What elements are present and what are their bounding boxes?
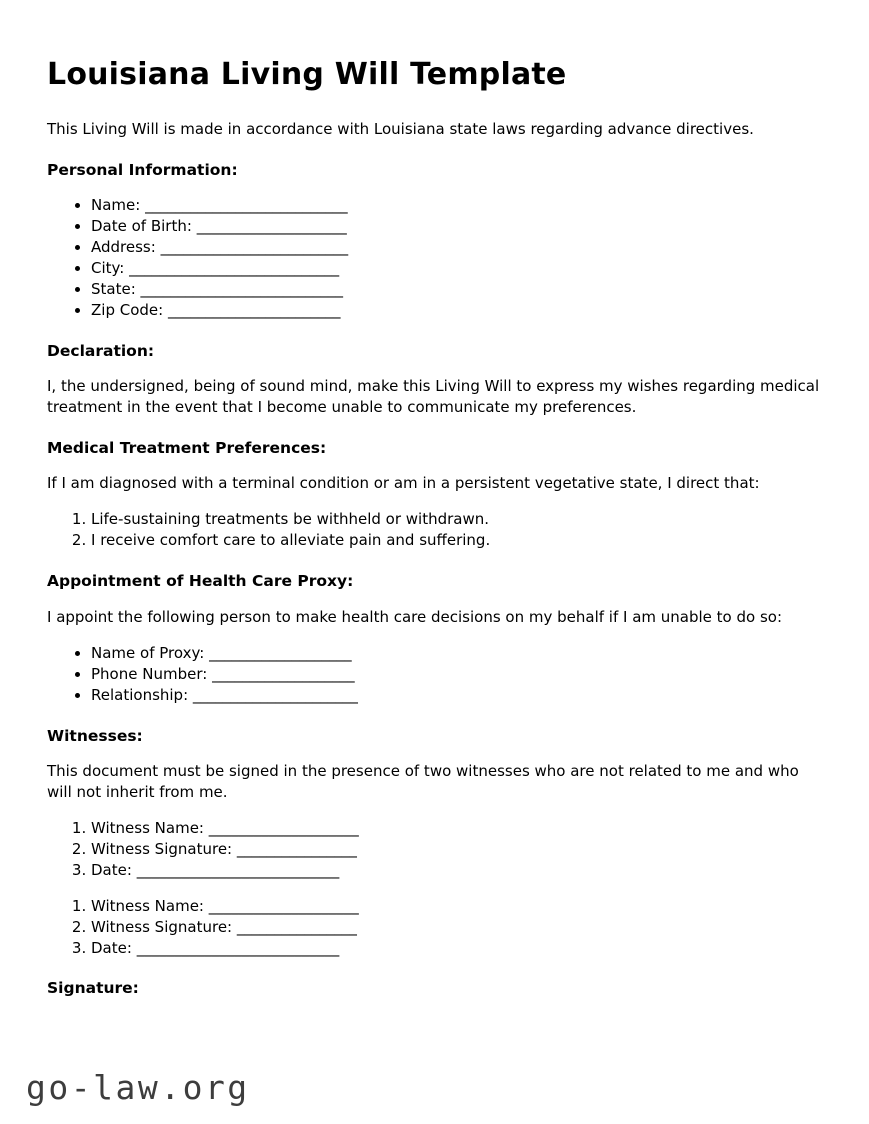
witness-date-row [91,938,822,959]
fill-in-blank: ___________________________ [136,938,340,957]
field-label: Date: [91,938,132,957]
medical-preferences-list [47,509,822,551]
fill-in-blank: ____________________ [196,217,347,236]
intro-paragraph: This Living Will is made in accordance with Louisiana state laws regarding advance directives. [47,120,754,138]
fill-in-blank: ____________________________ [129,259,340,278]
field-label: Name of Proxy: [91,643,205,662]
field-label: Date: [91,860,132,879]
field-label: Witness Signature: [91,839,233,858]
field-label: Date of Birth: [91,217,192,236]
field-label: Witness Signature: [91,917,233,936]
field-label: Witness Name: [91,896,204,915]
witness-name-row [91,896,822,917]
witness-date-row [91,860,822,881]
fill-in-blank: _________________________ [160,238,349,257]
list-item-zip [91,300,822,321]
field-label: Phone Number: [91,664,208,683]
list-item-proxy-name [91,643,822,664]
fill-in-blank: ___________________________ [136,860,340,879]
list-item-proxy-phone [91,664,822,685]
fill-in-blank: ____________________ [208,818,359,837]
fill-in-blank: ____________________ [208,896,359,915]
declaration-paragraph: I, the undersigned, being of sound mind, make this Living Will to express my wishes regarding medical treatment in the event that I become unable to communicate my preferences. [47,377,820,417]
directive-item: 2. I receive comfort care to alleviate pain and suffering. [91,530,822,551]
witness-block-1 [47,818,822,881]
proxy-heading: Appointment of Health Care Proxy: [47,572,354,591]
field-label: City: [91,259,125,278]
field-label: Zip Code: [91,301,164,320]
list-item-state [91,279,822,300]
field-label: Witness Name: [91,818,204,837]
fill-in-blank: ___________________________ [140,280,344,299]
witness-block-2 [47,896,822,959]
fill-in-blank: ___________________ [212,664,355,683]
field-label: State: [91,280,136,299]
personal-info-list [47,195,822,321]
witnesses-paragraph: This document must be signed in the presence of two witnesses who are not related to me and who will not inherit from me. [47,761,799,801]
fill-in-blank: ________________ [236,917,357,936]
list-item-dob [91,216,822,237]
list-item-proxy-relationship [91,685,822,706]
list-item-address [91,237,822,258]
page-title: Louisiana Living Will Template [47,57,567,92]
declaration-heading: Declaration: [47,342,155,361]
list-item-city [91,258,822,279]
proxy-paragraph: I appoint the following person to make health care decisions on my behalf if I am unable to do so: [47,607,782,626]
fill-in-blank: ______________________ [192,685,358,704]
go-law-watermark: go-law.org [26,1068,250,1107]
field-label: Name: [91,196,141,215]
fill-in-blank: ___________________________ [145,196,348,215]
witness-signature-row [91,839,822,860]
directive-item: 1. Life-sustaining treatments be withheld or withdrawn. [91,509,822,530]
field-label: Address: [91,238,156,257]
field-label: Relationship: [91,685,189,704]
fill-in-blank: ________________ [236,839,357,858]
list-item-name [91,195,822,216]
medical-preferences-paragraph: If I am diagnosed with a terminal condition or am in a persistent vegetative state, I direct that: [47,474,760,493]
personal-info-heading: Personal Information: [47,161,238,179]
medical-preferences-heading: Medical Treatment Preferences: [47,439,327,458]
witness-name-row [91,818,822,839]
fill-in-blank: ___________________ [209,643,352,662]
signature-heading: Signature: [47,978,139,997]
fill-in-blank: _______________________ [167,301,341,320]
witnesses-heading: Witnesses: [47,726,143,745]
proxy-list [47,643,822,706]
witness-signature-row [91,917,822,938]
